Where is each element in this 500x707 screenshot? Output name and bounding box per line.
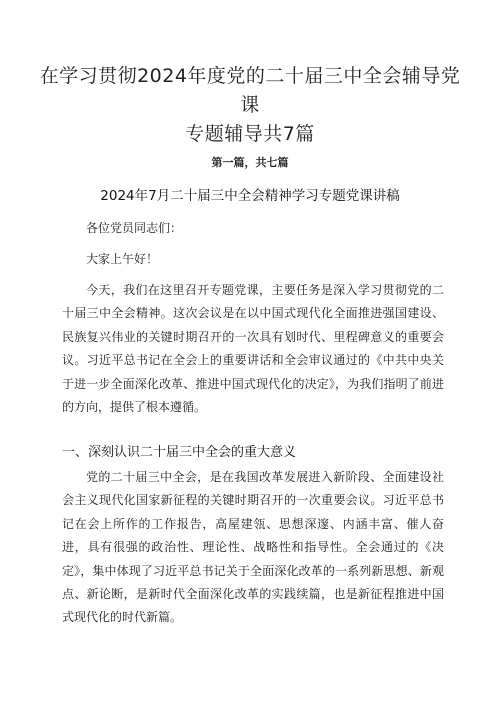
document-title: [30, 62, 470, 149]
greeting: 大家上午好！: [86, 252, 159, 266]
section-heading-1: 一、深刻认识二十届三中全会的重大意义: [62, 445, 297, 460]
body-paragraph-2: 党的二十届三中全会，是在我国改革发展进入新阶段、全面建设社会主义现代化国家新征程的关键时期召开的一次重要会议。习近平总书记在会上所作的工作报告，高屋建瓴、思想深邃、内涵丰富、催人奋进，具有很强的政治性、理论性、战略性和指导性。全会通过的《决定》，集中体现了习近平总书记关于全面深化改革的一系列新思想、新观点、新论断，是新时代全面深化改革的实践续篇，也是新征程推进中国式现代化的时代新篇。: [62, 470, 444, 625]
body-paragraph-1: 今天，我们在这里召开专题党课，主要任务是深入学习贯彻党的二十届三中全会精神。这次会议是在以中国式现代化全面推进强国建设、民族复兴伟业的关键时期召开的一次具有划时代、里程碑意义的重要会议。习近平总书记在全会上的重要讲话和全会审议通过的《中共中央关于进一步全面深化改革、推进中国式现代化的决定》，为我们指明了前进的方向，提供了根本遵循。: [62, 283, 444, 415]
article-title: 2024年7月二十届三中全会精神学习专题党课讲稿: [100, 188, 400, 204]
part-label: 第一篇，共七篇: [211, 156, 289, 169]
salutation: 各位党员同志们：: [86, 221, 183, 235]
document-title-line-1: 在学习贯彻2024年度党的二十届三中全会辅导党课: [39, 65, 461, 116]
document-title-line-2: 专题辅导共7篇: [185, 123, 315, 145]
